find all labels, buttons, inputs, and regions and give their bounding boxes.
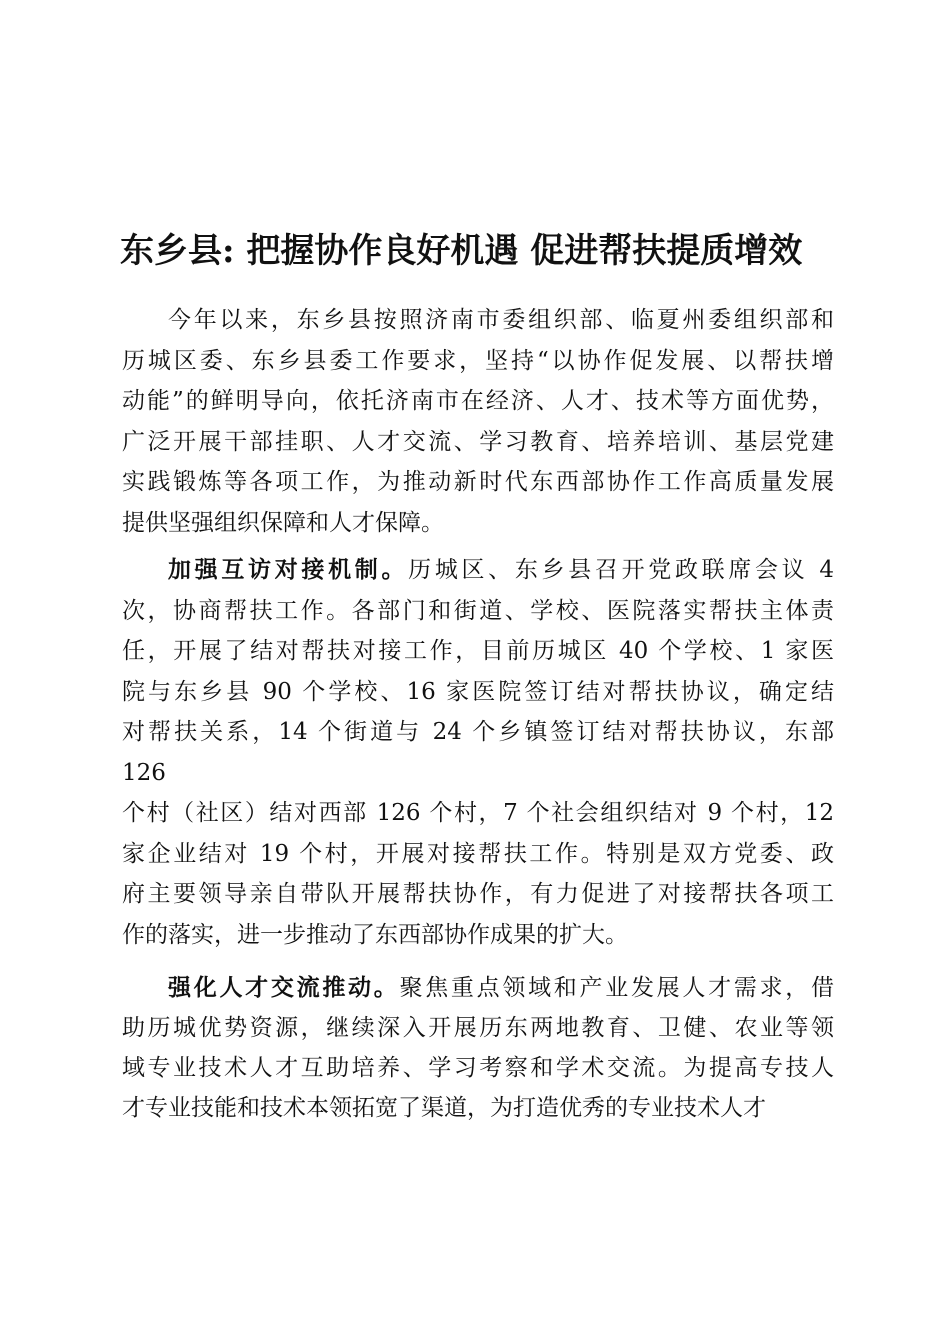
paragraph-line: 实践锻炼等各项工作，为推动新时代东西部协作工作高质量发展 bbox=[122, 469, 834, 495]
article-title: 东乡县: 把握协作良好机遇 促进帮扶提质增效 bbox=[120, 231, 803, 271]
paragraph-intro bbox=[122, 300, 834, 543]
paragraph-line: 助历城优势资源，继续深入开展历东两地教育、卫健、农业等领 bbox=[122, 1015, 834, 1041]
paragraph-line: 今年以来，东乡县按照济南市委组织部、临夏州委组织部和 bbox=[168, 307, 834, 333]
paragraph-lead-heading: 加强互访对接机制。 bbox=[168, 557, 409, 583]
paragraph-line: 家企业结对 19 个村，开展对接帮扶工作。特别是双方党委、政 bbox=[122, 840, 834, 867]
paragraph-line: 才专业技能和技术本领拓宽了渠道，为打造优秀的专业技术人才 bbox=[122, 1095, 766, 1121]
paragraph-line bbox=[122, 968, 834, 1008]
paragraph-talent-exchange bbox=[122, 968, 834, 1128]
paragraph-line: 个村（社区）结对西部 126 个村，7 个社会组织结对 9 个村，12 bbox=[122, 800, 834, 826]
paragraph-lead-heading: 强化人才交流推动。 bbox=[168, 975, 400, 1001]
paragraph-line: 126 bbox=[122, 759, 166, 786]
paragraph-line: 次，协商帮扶工作。各部门和街道、学校、医院落实帮扶主体责 bbox=[122, 597, 834, 624]
paragraph-line: 作的落实，进一步推动了东西部协作成果的扩大。 bbox=[122, 921, 628, 948]
paragraph-line: 提供坚强组织保障和人才保障。 bbox=[122, 509, 444, 536]
paragraph-line: 对帮扶关系，14 个街道与 24 个乡镇签订结对帮扶协议，东部 bbox=[122, 719, 834, 745]
paragraph-line: 历城区委、东乡县委工作要求，坚持“以协作促发展、以帮扶增 bbox=[122, 347, 834, 374]
paragraph-exchange-mechanism bbox=[122, 550, 834, 955]
paragraph-line bbox=[122, 550, 834, 591]
paragraph-line-text: 历城区、东乡县召开党政联席会议 4 bbox=[408, 557, 834, 583]
paragraph-line: 广泛开展干部挂职、人才交流、学习教育、培养培训、基层党建 bbox=[122, 428, 834, 455]
paragraph-line-text: 聚焦重点领域和产业发展人才需求，借 bbox=[399, 975, 835, 1001]
paragraph-line: 院与东乡县 90 个学校、16 家医院签订结对帮扶协议，确定结 bbox=[122, 678, 834, 705]
paragraph-line: 动能”的鲜明导向，依托济南市在经济、人才、技术等方面优势， bbox=[122, 388, 834, 414]
paragraph-line: 任，开展了结对帮扶对接工作，目前历城区 40 个学校、1 家医 bbox=[122, 638, 834, 664]
paragraph-line: 府主要领导亲自带队开展帮扶协作，有力促进了对接帮扶各项工 bbox=[122, 881, 834, 907]
paragraph-line: 域专业技术人才互助培养、学习考察和学术交流。为提高专技人 bbox=[122, 1055, 834, 1081]
